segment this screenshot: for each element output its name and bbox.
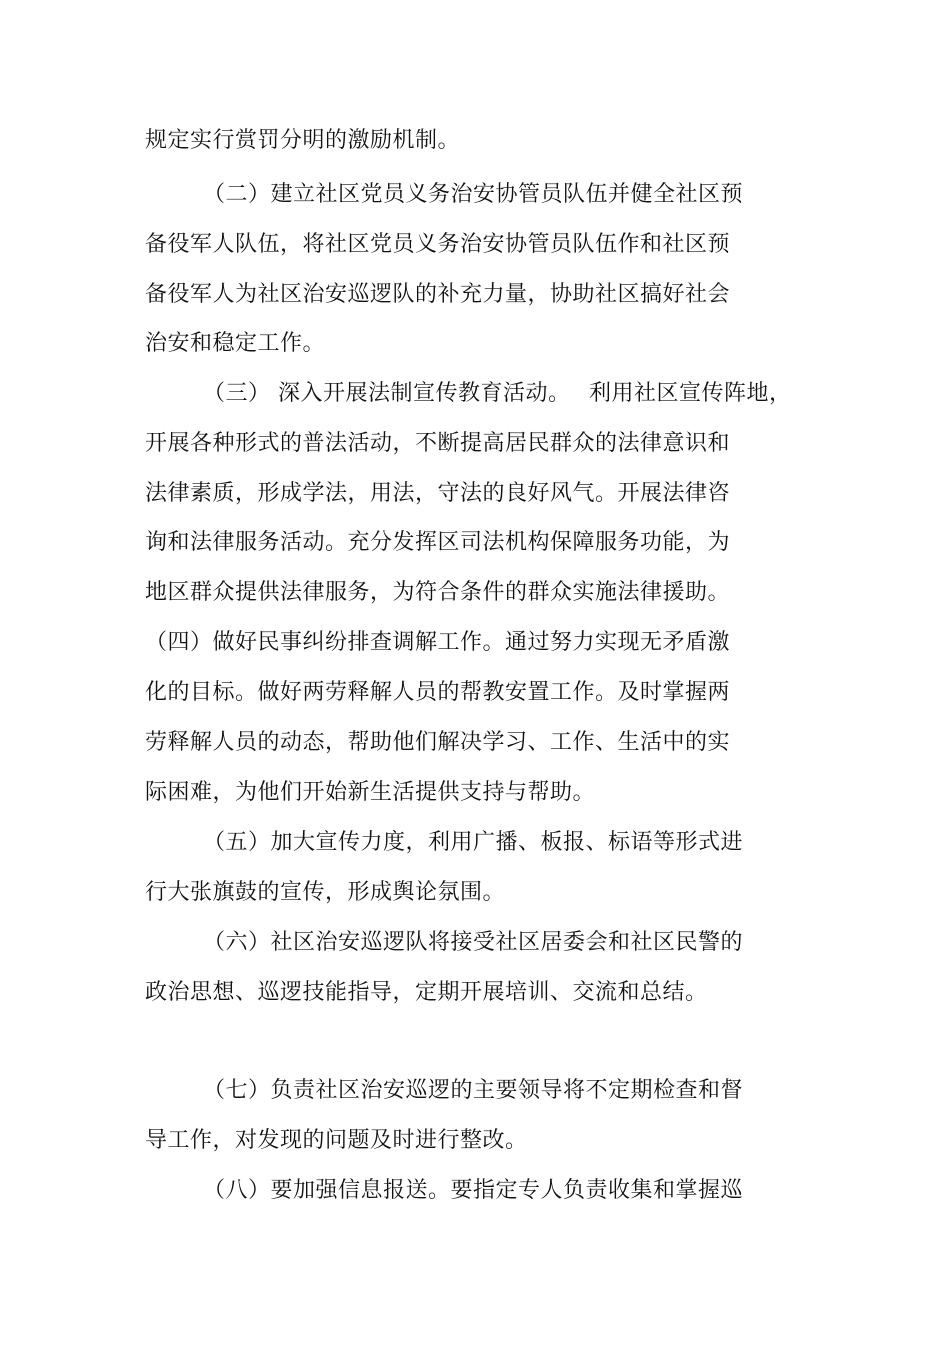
text-line: 备役军人队伍，将社区党员义务治安协管员队伍作和社区预 [145,232,731,257]
text-line: 法律素质，形成学法，用法，守法的良好风气。开展法律咨 [145,481,731,506]
paragraph-5-start: （五）加大宣传力度，利用广播、板报、标语等形式进 [203,830,744,855]
text-line: 导工作，对发现的问题及时进行整改。 [145,1128,528,1153]
text-line: 开展各种形式的普法活动，不断提高居民群众的法律意识和 [145,431,731,456]
text-line: 备役军人为社区治安巡逻队的补充力量，协助社区搞好社会 [145,282,731,307]
text-line: 政治思想、巡逻技能指导，定期开展培训、交流和总结。 [145,980,708,1005]
text-line: 询和法律服务活动。充分发挥区司法机构保障服务功能，为 [145,530,731,555]
paragraph-7-start: （七）负责社区治安巡逻的主要领导将不定期检查和督 [203,1078,744,1103]
paragraph-6-start: （六）社区治安巡逻队将接受社区居委会和社区民警的 [203,930,744,955]
text-line: 地区群众提供法律服务，为符合条件的群众实施法律援助。 [145,580,731,605]
paragraph-3-start: （三） 深入开展法制宣传教育活动。 [203,381,571,406]
text-line: 行大张旗鼓的宣传，形成舆论氛围。 [145,880,506,905]
text-line: 规定实行赏罚分明的激励机制。 [145,128,461,153]
text-line: 利用社区宣传阵地， [589,381,792,406]
paragraph-2-start: （二）建立社区党员义务治安协管员队伍并健全社区预 [203,182,744,207]
text-line: 化的目标。做好两劳释解人员的帮教安置工作。及时掌握两 [145,680,731,705]
text-line: 际困难，为他们开始新生活提供支持与帮助。 [145,780,596,805]
text-line: 治安和稳定工作。 [145,331,326,356]
paragraph-8-start: （八）要加强信息报送。要指定专人负责收集和掌握巡 [203,1178,744,1203]
paragraph-4-start: （四）做好民事纠纷排查调解工作。通过努力实现无矛盾激 [145,630,731,655]
text-line: 劳释解人员的动态，帮助他们解决学习、工作、生活中的实 [145,730,731,755]
